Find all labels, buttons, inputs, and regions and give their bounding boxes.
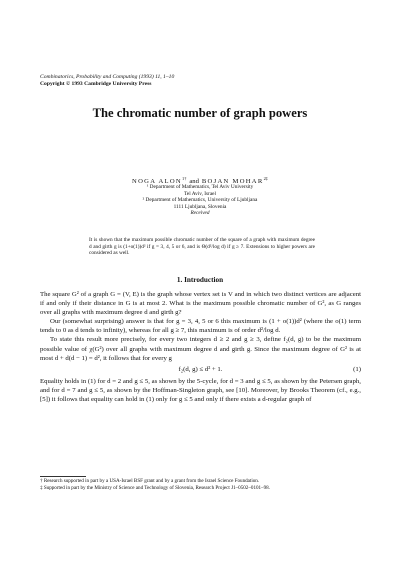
abstract-text: It is shown that the maximum possible chromatic number of the square of a graph with maximum degree d and girth g is (1+o(1))d² if g = 3, 4, 5 or 6, and is Θ(d²/log d) if g ≥ 7. Extensions to higher powers are considered as well. bbox=[89, 237, 315, 257]
section-heading: 1. Introduction bbox=[176, 276, 224, 284]
paragraph: To state this result more precisely, for every two integers d ≥ 2 and g ≥ 3, define f₂(d, g) to be the maximum possible value of χ(G²) over all graphs with maximum degree d and girth g. Since the maximum degree of G² is at most d + d(d − 1) = d², it follows that for every g bbox=[40, 336, 361, 362]
body-text bbox=[40, 290, 361, 404]
received-label: Received bbox=[190, 210, 210, 217]
author-affiliation-mark: 2‡ bbox=[263, 176, 268, 181]
equation bbox=[40, 363, 361, 377]
paper-title: The chromatic number of graph powers bbox=[92, 106, 308, 120]
paragraph: Our (somewhat surprising) answer is that for g = 3, 4, 5 or 6 this maximum is (1 + o(1))d² (where the o(1) term tends to 0 as d tends to infinity), whereas for all g ≥ 7, this maximum is of order d²/log d. bbox=[40, 318, 361, 335]
affiliation-line: ² Department of Mathematics, University of Ljubljana bbox=[142, 197, 258, 204]
author-affiliation-mark: 1† bbox=[182, 176, 187, 181]
author-name: BOJAN MOHAR bbox=[201, 178, 264, 186]
author-name: NOGA ALON bbox=[132, 178, 182, 186]
footnote-divider bbox=[40, 476, 86, 477]
copyright-line: Copyright © 1993 Cambridge University Press bbox=[40, 81, 152, 87]
journal-line: Combinatorics, Probability and Computing (1993) 11, 1–10 bbox=[40, 74, 175, 80]
footnote: ‡ Supported in part by the Ministry of Science and Technology of Slovenia, Research Project J1–0502–0101–98. bbox=[40, 485, 270, 492]
footnote: † Research supported in part by a USA-Israel BSF grant and by a grant from the Israel Science Foundation. bbox=[40, 478, 260, 484]
affiliation-line: ¹ Department of Mathematics, Tel Aviv University bbox=[146, 184, 254, 190]
equation-expression: f₂(d, g) ≤ d² + 1. bbox=[178, 365, 223, 373]
footnotes bbox=[40, 478, 361, 493]
abstract bbox=[89, 237, 315, 257]
paragraph: The square G² of a graph G = (V, E) is the graph whose vertex set is V and in which two distinct vertices are adjacent if and only if their distance in G is at most 2. What is the maximum possible chromatic number of G², as G ranges over all graphs with maximum degree d and girth g? bbox=[40, 291, 361, 317]
paragraph: Equality holds in (1) for d = 2 and g ≤ 5, as shown by the 5-cycle, for d = 3 and g ≤ 5, as shown by the Petersen graph, and for d = 7 and g ≤ 5, as shown by the Hoffman-Singleton graph, see [10]. Moreover, by Brooks Theorem (cf., e.g., [5]) it follows that equality can hold in (1) only for g ≤ 5 and only if there exists a d-regular graph of bbox=[40, 377, 361, 403]
affiliation-line: Tel Aviv, Israel bbox=[184, 190, 216, 197]
equation-number: (1) bbox=[353, 365, 361, 373]
affiliation-line: 1111 Ljubljana, Slovenia bbox=[173, 203, 227, 210]
affiliations bbox=[0, 184, 400, 217]
author-conjunction: and bbox=[189, 178, 199, 186]
